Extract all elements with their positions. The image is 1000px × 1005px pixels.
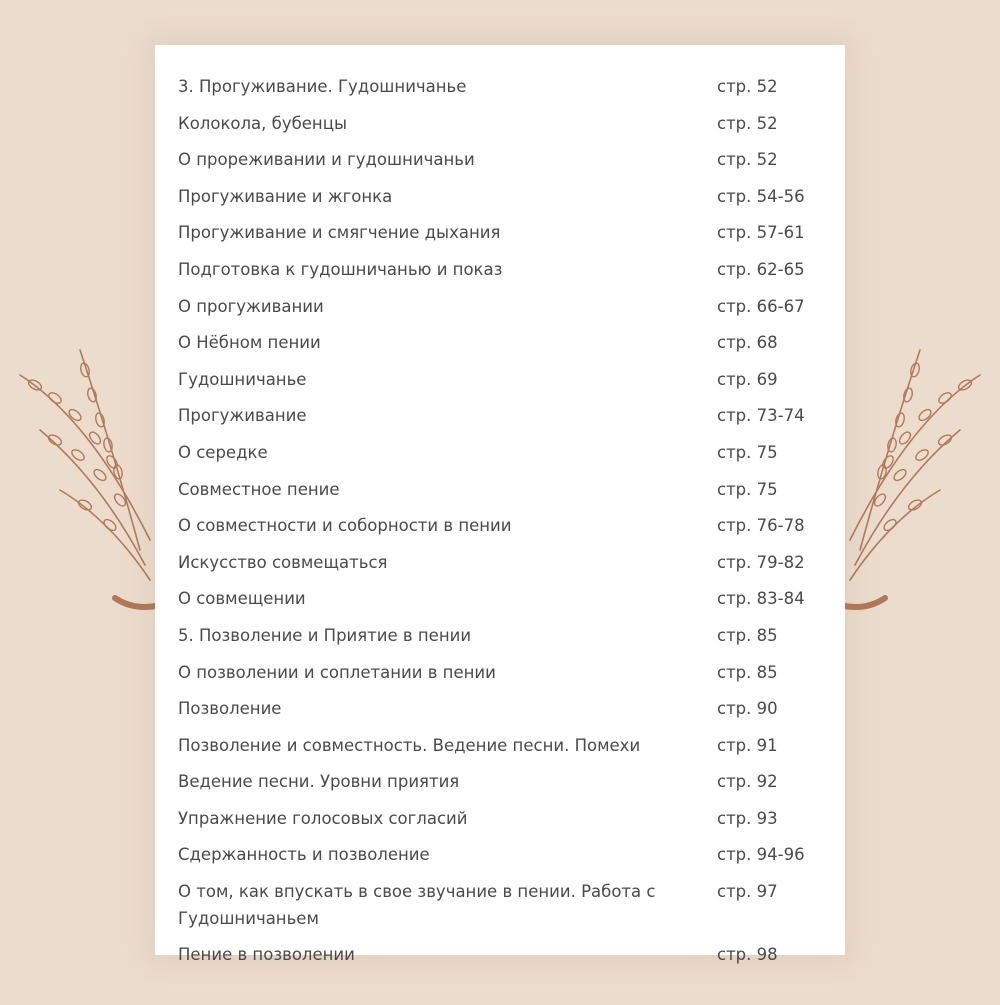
toc-entry-title: Гудошничанье <box>178 369 307 389</box>
toc-entry-page: стр. 52 <box>717 113 778 133</box>
toc-entry-title: О совместности и соборности в пении <box>178 516 512 536</box>
toc-entry-page: стр. 52 <box>717 77 778 96</box>
toc-entry-page: стр. 66-67 <box>717 296 805 316</box>
toc-entry-title: 5. Позволение и Приятие в пении <box>178 625 472 645</box>
toc-entry-title: Прогуживание и смягчение дыхания <box>178 223 501 243</box>
toc-entry-page: стр. 79-82 <box>717 552 805 572</box>
toc-entry-page: стр. 68 <box>717 333 778 353</box>
toc-entry-page: стр. 98 <box>717 945 778 965</box>
toc-entry-title: 3. Прогуживание. Гудошничанье <box>178 77 467 96</box>
toc-entry-page: стр. 52 <box>717 150 778 170</box>
toc-entry-page: стр. 83-84 <box>717 589 805 609</box>
toc-entry-title: О Нёбном пении <box>178 333 321 353</box>
toc-entry-title: О совмещении <box>178 589 306 609</box>
toc-entry-title: Искусство совмещаться <box>178 552 388 572</box>
toc-entry-page: стр. 92 <box>717 772 778 792</box>
toc-entry-page: стр. 97 <box>717 882 778 902</box>
toc-entry-page: стр. 91 <box>717 735 778 755</box>
toc-entry-page: стр. 85 <box>717 662 778 682</box>
toc-entry-title: Прогуживание <box>178 406 307 426</box>
toc-entry-page: стр. 94-96 <box>717 845 805 865</box>
toc-entry-page: стр. 75 <box>717 479 778 499</box>
toc-entry-title: О середке <box>178 442 268 462</box>
toc-entry-page: стр. 93 <box>717 808 778 828</box>
toc-entry-page: стр. 90 <box>717 699 778 719</box>
toc-entry-page: стр. 75 <box>717 442 778 462</box>
toc-entry-title: О позволении и соплетании в пении <box>178 662 496 682</box>
toc-entry-page: стр. 54-56 <box>717 186 805 206</box>
toc-entry-title: Прогуживание и жгонка <box>178 186 393 206</box>
toc-entry-title: Пение в позволении <box>178 945 355 965</box>
toc-entry-title: О том, как впускать в свое звучание в пении. Работа с Гудошничаньем <box>178 882 656 929</box>
toc-entry-title: Позволение и совместность. Ведение песни. Помехи <box>178 735 641 755</box>
toc-entry-page: стр. 62-65 <box>717 259 805 279</box>
toc-entry-page: стр. 76-78 <box>717 516 805 536</box>
toc-entry-title: Ведение песни. Уровни приятия <box>178 772 460 792</box>
toc-entry-title: Подготовка к гудошничанью и показ <box>178 259 503 279</box>
toc-entry-title: Колокола, бубенцы <box>178 113 347 133</box>
toc-entry-title: О прореживании и гудошничаньи <box>178 150 475 170</box>
toc-entry-title: Сдержанность и позволение <box>178 845 430 865</box>
toc-entry-title: Совместное пение <box>178 479 340 499</box>
toc-entry-page: стр. 85 <box>717 625 778 645</box>
toc-entry-title: О прогуживании <box>178 296 324 316</box>
toc-entry-page: стр. 69 <box>717 369 778 389</box>
toc-entry <box>155 945 845 1005</box>
toc-entry-title: Упражнение голосовых согласий <box>178 808 468 828</box>
toc-entry-page: стр. 73-74 <box>717 406 805 426</box>
table-of-contents-sheet <box>155 45 845 965</box>
toc-entry-page: стр. 57-61 <box>717 223 805 243</box>
toc-entry-title: Позволение <box>178 699 282 719</box>
